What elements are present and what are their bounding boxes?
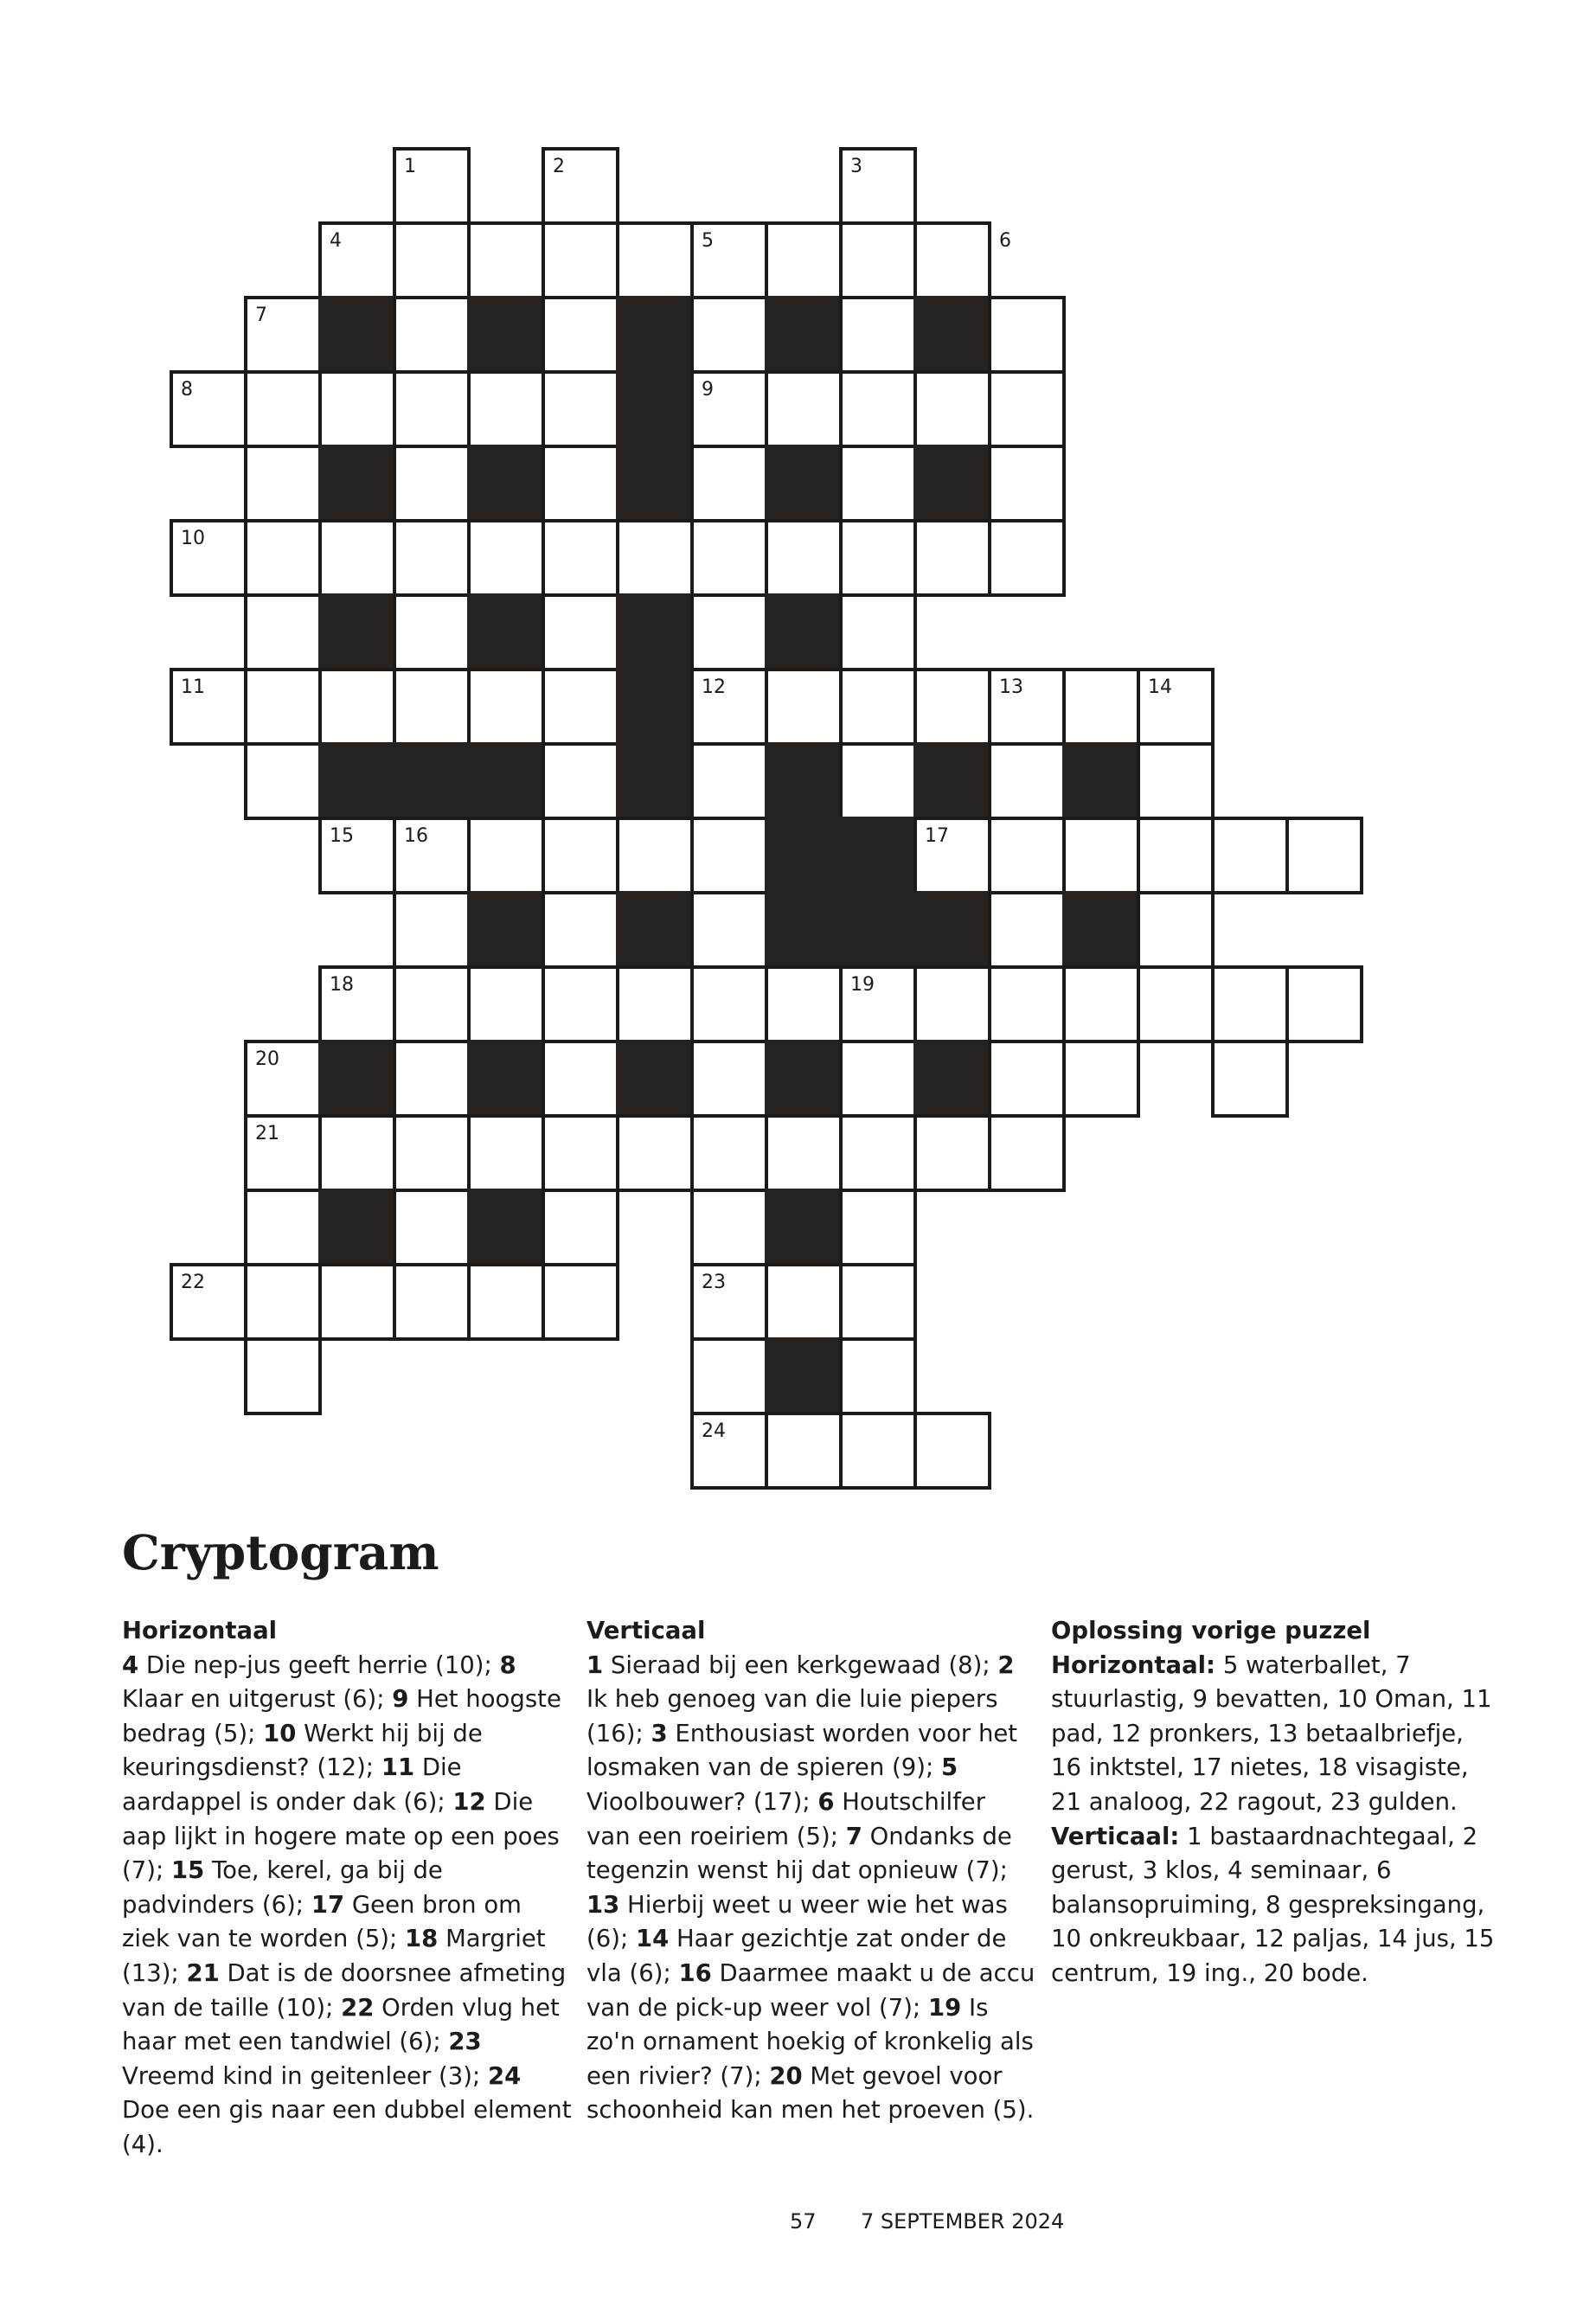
grid-cell[interactable] — [1213, 1042, 1287, 1116]
grid-block — [469, 1190, 543, 1265]
grid-block — [469, 595, 543, 670]
grid-cell[interactable] — [841, 1190, 915, 1265]
page-number: 57 — [790, 2209, 817, 2234]
grid-cell[interactable] — [841, 1413, 915, 1488]
down-clue-text: Is zo'n ornament hoekig of kronkelig als een rivier? (7); — [586, 1993, 1034, 2090]
grid-cell[interactable] — [543, 521, 618, 595]
grid-cell[interactable] — [692, 967, 766, 1042]
clue-number-label: 11 — [181, 676, 205, 698]
clue-number-label: 18 — [330, 974, 354, 996]
grid-cell[interactable] — [543, 670, 618, 744]
grid-cell[interactable] — [915, 223, 990, 298]
grid-cell[interactable] — [246, 670, 320, 744]
grid-block — [469, 298, 543, 372]
grid-cell[interactable] — [990, 446, 1064, 521]
across-heading: Horizontaal — [122, 1617, 278, 1644]
across-clue-text: Dat is de doorsnee afmeting van de taille (10); — [122, 1958, 567, 2022]
grid-cell[interactable] — [692, 1190, 766, 1265]
across-clue-text: Margriet (13); — [122, 1925, 546, 1987]
down-heading: Verticaal — [586, 1617, 706, 1644]
grid-cell[interactable] — [841, 298, 915, 372]
grid-block — [394, 744, 469, 818]
grid-cell[interactable] — [246, 595, 320, 670]
across-clue-list — [122, 1649, 572, 2163]
grid-block — [320, 1042, 394, 1116]
across-clue-number: 21 — [186, 1958, 220, 1987]
clue-number-label: 22 — [181, 1272, 205, 1293]
grid-cell[interactable] — [394, 223, 469, 298]
down-clue-text: Hierbij weet u weer wie het was (6); — [586, 1890, 1008, 1953]
across-clue-number: 10 — [263, 1719, 297, 1747]
down-clue-text: Ondanks de tegenzin wenst hij dat opnieuw (7); — [586, 1822, 1012, 1885]
grid-block — [915, 744, 990, 818]
across-clue-number: 4 — [122, 1650, 139, 1679]
grid-block — [766, 595, 841, 670]
across-clue-text: Orden vlug het haar met een tandwiel (6); — [122, 1993, 560, 2056]
grid-block — [915, 1042, 990, 1116]
down-clue-number: 16 — [678, 1958, 712, 1987]
grid-cell[interactable] — [1064, 1042, 1138, 1116]
grid-cell[interactable] — [469, 818, 543, 893]
across-clue-number: 22 — [341, 1993, 375, 2022]
grid-cell[interactable] — [543, 1190, 618, 1265]
grid-cell[interactable] — [543, 446, 618, 521]
grid-cell[interactable] — [990, 967, 1064, 1042]
clue-number-label: 14 — [1148, 676, 1172, 698]
grid-block — [618, 298, 692, 372]
clue-number-label: 13 — [999, 676, 1023, 698]
across-clue-number: 24 — [487, 2061, 522, 2090]
grid-cell[interactable] — [469, 967, 543, 1042]
grid-cell[interactable] — [841, 1116, 915, 1190]
grid-cell[interactable] — [766, 1413, 841, 1488]
grid-cell[interactable] — [692, 446, 766, 521]
clue-number-label: 23 — [702, 1272, 726, 1293]
solution-across-label: Horizontaal: — [1051, 1650, 1216, 1679]
grid-cell[interactable] — [246, 1190, 320, 1265]
grid-cell[interactable] — [692, 1116, 766, 1190]
grid-cell[interactable] — [394, 372, 469, 446]
grid-cell[interactable] — [394, 1190, 469, 1265]
down-clue-number: 13 — [586, 1890, 620, 1919]
grid-cell[interactable] — [469, 1265, 543, 1339]
grid-cell[interactable] — [320, 670, 394, 744]
across-clue-text: Die aardappel is onder dak (6); — [122, 1753, 462, 1816]
grid-cell[interactable] — [543, 298, 618, 372]
grid-cell[interactable] — [841, 1042, 915, 1116]
grid-cell[interactable] — [990, 818, 1064, 893]
grid-cell[interactable] — [394, 298, 469, 372]
down-clue-number: 6 — [817, 1787, 835, 1816]
grid-block — [320, 744, 394, 818]
publication-date: 7 SEPTEMBER 2024 — [861, 2209, 1065, 2234]
solution-down-label: Verticaal: — [1051, 1822, 1180, 1850]
grid-cell[interactable] — [1138, 893, 1213, 967]
solution-across-text: 5 waterballet, 7 stuurlastig, 9 bevatten, 10 Oman, 11 pad, 12 pronkers, 13 betaalbriefje, 16 inktstel, 17 nietes, 18 visagiste, 21 analoog, 22 ragout, 23 gulden. — [1051, 1650, 1492, 1816]
clue-number-label: 15 — [330, 825, 354, 847]
grid-block — [469, 446, 543, 521]
grid-block — [766, 744, 841, 818]
grid-block — [469, 893, 543, 967]
grid-cell[interactable] — [394, 446, 469, 521]
grid-cell[interactable] — [1138, 967, 1213, 1042]
down-clue-number: 1 — [586, 1650, 604, 1679]
grid-block — [618, 1042, 692, 1116]
grid-cell[interactable] — [841, 595, 915, 670]
grid-cell[interactable] — [990, 372, 1064, 446]
clue-number-label: 9 — [702, 379, 714, 401]
solution-down — [1051, 1820, 1501, 1991]
grid-cell[interactable] — [915, 1116, 990, 1190]
grid-cell[interactable] — [766, 1116, 841, 1190]
grid-cell[interactable] — [320, 372, 394, 446]
grid-cell[interactable] — [246, 1265, 320, 1339]
down-clues-column — [586, 1614, 1036, 2128]
grid-cell[interactable] — [915, 967, 990, 1042]
clue-number-label: 16 — [404, 825, 428, 847]
grid-block — [766, 1339, 841, 1413]
grid-block — [766, 1042, 841, 1116]
grid-cell[interactable] — [394, 595, 469, 670]
down-clue-list — [586, 1649, 1036, 2128]
grid-cell[interactable] — [915, 372, 990, 446]
grid-cell[interactable] — [394, 670, 469, 744]
grid-cell[interactable] — [543, 1116, 618, 1190]
grid-block — [766, 446, 841, 521]
clue-number-label: 5 — [702, 230, 714, 252]
grid-block — [320, 298, 394, 372]
across-clue-number: 17 — [311, 1890, 345, 1919]
grid-cell[interactable] — [543, 372, 618, 446]
grid-block — [766, 818, 841, 893]
grid-cell[interactable] — [841, 670, 915, 744]
across-clue-text: Doe een gis naar een dubbel element (4). — [122, 2096, 572, 2158]
grid-cell[interactable] — [692, 298, 766, 372]
grid-cell[interactable] — [692, 1042, 766, 1116]
clue-number-label: 24 — [702, 1420, 726, 1442]
grid-cell[interactable] — [841, 372, 915, 446]
clue-number-label: 17 — [925, 825, 949, 847]
grid-cell[interactable] — [394, 1116, 469, 1190]
across-clue-number: 23 — [448, 2028, 482, 2056]
grid-cell[interactable] — [618, 521, 692, 595]
grid-block — [915, 893, 990, 967]
grid-cell[interactable] — [841, 521, 915, 595]
across-clue-number: 9 — [392, 1685, 409, 1714]
grid-cell[interactable] — [841, 446, 915, 521]
grid-cell[interactable] — [618, 1116, 692, 1190]
grid-cell[interactable] — [246, 1339, 320, 1413]
grid-block — [915, 298, 990, 372]
grid-cell[interactable] — [469, 372, 543, 446]
grid-cell[interactable] — [320, 1265, 394, 1339]
grid-cell[interactable] — [766, 670, 841, 744]
across-clue-text: Klaar en uitgerust (6); — [122, 1685, 393, 1714]
grid-block — [618, 595, 692, 670]
grid-cell[interactable] — [543, 893, 618, 967]
down-clue-number: 19 — [927, 1993, 962, 2022]
grid-cell[interactable] — [841, 1265, 915, 1339]
grid-cell[interactable] — [320, 521, 394, 595]
grid-cell[interactable] — [394, 967, 469, 1042]
grid-cell[interactable] — [915, 670, 990, 744]
down-clue-text: Houtschilfer van een roeiriem (5); — [586, 1787, 986, 1850]
solution-heading: Oplossing vorige puzzel — [1051, 1617, 1371, 1644]
page-title: Cryptogram — [122, 1524, 439, 1580]
grid-block — [618, 893, 692, 967]
grid-cell[interactable] — [1287, 967, 1362, 1042]
grid-cell[interactable] — [990, 1042, 1064, 1116]
clue-number-label: 21 — [255, 1123, 279, 1144]
grid-block — [469, 744, 543, 818]
grid-cell[interactable] — [766, 223, 841, 298]
clue-number-label: 1 — [404, 156, 416, 177]
grid-cell[interactable] — [692, 818, 766, 893]
across-clue-text: Werkt hij bij de keuringsdienst? (12); — [122, 1719, 483, 1782]
down-clue-number: 14 — [635, 1925, 670, 1953]
clue-number-label: 8 — [181, 379, 193, 401]
across-clue-text: Toe, kerel, ga bij de padvinders (6); — [122, 1856, 443, 1919]
grid-cell[interactable] — [766, 521, 841, 595]
across-clue-text: Het hoogste bedrag (5); — [122, 1685, 561, 1747]
grid-cell[interactable] — [394, 1042, 469, 1116]
grid-cell[interactable] — [1213, 818, 1287, 893]
across-clue-text: Die aap lijkt in hogere mate op een poes (7); — [122, 1787, 560, 1885]
down-clue-text: Ik heb genoeg van die luie piepers (16); — [586, 1685, 998, 1747]
grid-cell[interactable] — [990, 298, 1064, 372]
grid-cell[interactable] — [990, 893, 1064, 967]
grid-block — [766, 298, 841, 372]
clue-number-label: 10 — [181, 528, 205, 549]
clue-number-label: 3 — [850, 156, 862, 177]
grid-cell[interactable] — [394, 1265, 469, 1339]
grid-cell[interactable] — [1287, 818, 1362, 893]
previous-solution-column — [1051, 1614, 1501, 1991]
grid-cell[interactable] — [766, 1265, 841, 1339]
grid-cell[interactable] — [990, 521, 1064, 595]
grid-cell[interactable] — [469, 223, 543, 298]
grid-block — [618, 744, 692, 818]
grid-block — [841, 893, 915, 967]
grid-cell[interactable] — [543, 818, 618, 893]
grid-cell[interactable] — [692, 521, 766, 595]
grid-block — [841, 818, 915, 893]
grid-cell[interactable] — [469, 1116, 543, 1190]
grid-cell[interactable] — [841, 1339, 915, 1413]
grid-cell[interactable] — [1138, 744, 1213, 818]
grid-block — [320, 595, 394, 670]
grid-cell[interactable] — [543, 744, 618, 818]
grid-cell[interactable] — [692, 744, 766, 818]
across-clue-number: 18 — [405, 1925, 439, 1953]
grid-cell[interactable] — [692, 893, 766, 967]
grid-cell[interactable] — [394, 521, 469, 595]
down-clue-number: 3 — [651, 1719, 668, 1747]
down-clue-number: 5 — [940, 1753, 958, 1782]
across-clue-number: 15 — [170, 1856, 205, 1885]
grid-block — [1064, 893, 1138, 967]
grid-cell[interactable] — [543, 1265, 618, 1339]
grid-cell[interactable] — [469, 521, 543, 595]
grid-cell[interactable] — [1064, 967, 1138, 1042]
across-clue-text: Die nep-jus geeft herrie (10); — [138, 1650, 500, 1679]
down-clue-text: Daarmee maakt u de accu van de pick-up weer vol (7); — [586, 1958, 1035, 2022]
grid-block — [766, 1190, 841, 1265]
grid-block — [915, 446, 990, 521]
grid-block — [320, 446, 394, 521]
grid-cell[interactable] — [1064, 818, 1138, 893]
grid-cell[interactable] — [246, 521, 320, 595]
down-clue-number: 20 — [769, 2061, 803, 2090]
clue-number-label: 7 — [255, 304, 267, 326]
grid-block — [618, 372, 692, 446]
down-clue-text: Sieraad bij een kerkgewaad (8); — [603, 1650, 998, 1679]
grid-cell[interactable] — [618, 967, 692, 1042]
grid-block — [1064, 744, 1138, 818]
down-clue-number: 7 — [845, 1822, 862, 1850]
grid-cell[interactable] — [692, 595, 766, 670]
down-clue-text: Met gevoel voor schoonheid kan men het proeven (5). — [586, 2061, 1035, 2125]
grid-cell[interactable] — [246, 446, 320, 521]
grid-cell[interactable] — [841, 223, 915, 298]
clue-number-label: 2 — [553, 156, 565, 177]
grid-cell[interactable] — [469, 670, 543, 744]
grid-cell[interactable] — [841, 744, 915, 818]
across-clue-text: Geen bron om ziek van te worden (5); — [122, 1890, 522, 1953]
across-clue-number: 8 — [499, 1650, 516, 1679]
grid-cell[interactable] — [915, 521, 990, 595]
grid-block — [469, 1042, 543, 1116]
grid-cell[interactable] — [246, 744, 320, 818]
clue-number-label: 19 — [850, 974, 875, 996]
grid-cell[interactable] — [1138, 818, 1213, 893]
down-clue-text: Haar gezichtje zat onder de vla (6); — [586, 1925, 1007, 1987]
down-clue-text: Vioolbouwer? (17); — [586, 1787, 818, 1816]
grid-cell[interactable] — [320, 1116, 394, 1190]
grid-cell[interactable] — [246, 372, 320, 446]
grid-block — [618, 446, 692, 521]
across-clue-text: Vreemd kind in geitenleer (3); — [122, 2061, 488, 2090]
grid-cell[interactable] — [990, 744, 1064, 818]
grid-cell[interactable] — [618, 223, 692, 298]
clue-number-label: 12 — [702, 676, 726, 698]
across-clue-number: 12 — [452, 1787, 486, 1816]
grid-cell[interactable] — [1064, 670, 1138, 744]
grid-cell[interactable] — [766, 372, 841, 446]
grid-cell[interactable] — [543, 595, 618, 670]
clue-number-label: 4 — [330, 230, 342, 252]
down-clue-number: 2 — [997, 1650, 1015, 1679]
clue-number-label: 6 — [999, 230, 1011, 252]
grid-cell[interactable] — [1213, 967, 1287, 1042]
grid-cell[interactable] — [915, 1413, 990, 1488]
across-clue-number: 11 — [381, 1753, 415, 1782]
grid-cell[interactable] — [766, 967, 841, 1042]
grid-block — [618, 670, 692, 744]
down-clue-text: Enthousiast worden voor het losmaken van de spieren (9); — [586, 1719, 1018, 1782]
grid-cell[interactable] — [543, 1042, 618, 1116]
grid-cell[interactable] — [990, 1116, 1064, 1190]
grid-cell[interactable] — [543, 967, 618, 1042]
grid-cell[interactable] — [618, 818, 692, 893]
grid-cell[interactable] — [692, 1339, 766, 1413]
solution-across — [1051, 1649, 1501, 1820]
solution-down-text: 1 bastaardnachtegaal, 2 gerust, 3 klos, 4 seminaar, 6 balansopruiming, 8 gespreksingang, 10 onkreukbaar, 12 paljas, 14 jus, 15 centrum, 19 ing., 20 bode. — [1051, 1822, 1495, 1987]
grid-block — [766, 893, 841, 967]
grid-block — [320, 1190, 394, 1265]
grid-cell[interactable] — [394, 893, 469, 967]
clue-number-label: 20 — [255, 1048, 279, 1070]
across-clues-column — [122, 1614, 572, 2163]
grid-cell[interactable] — [543, 223, 618, 298]
